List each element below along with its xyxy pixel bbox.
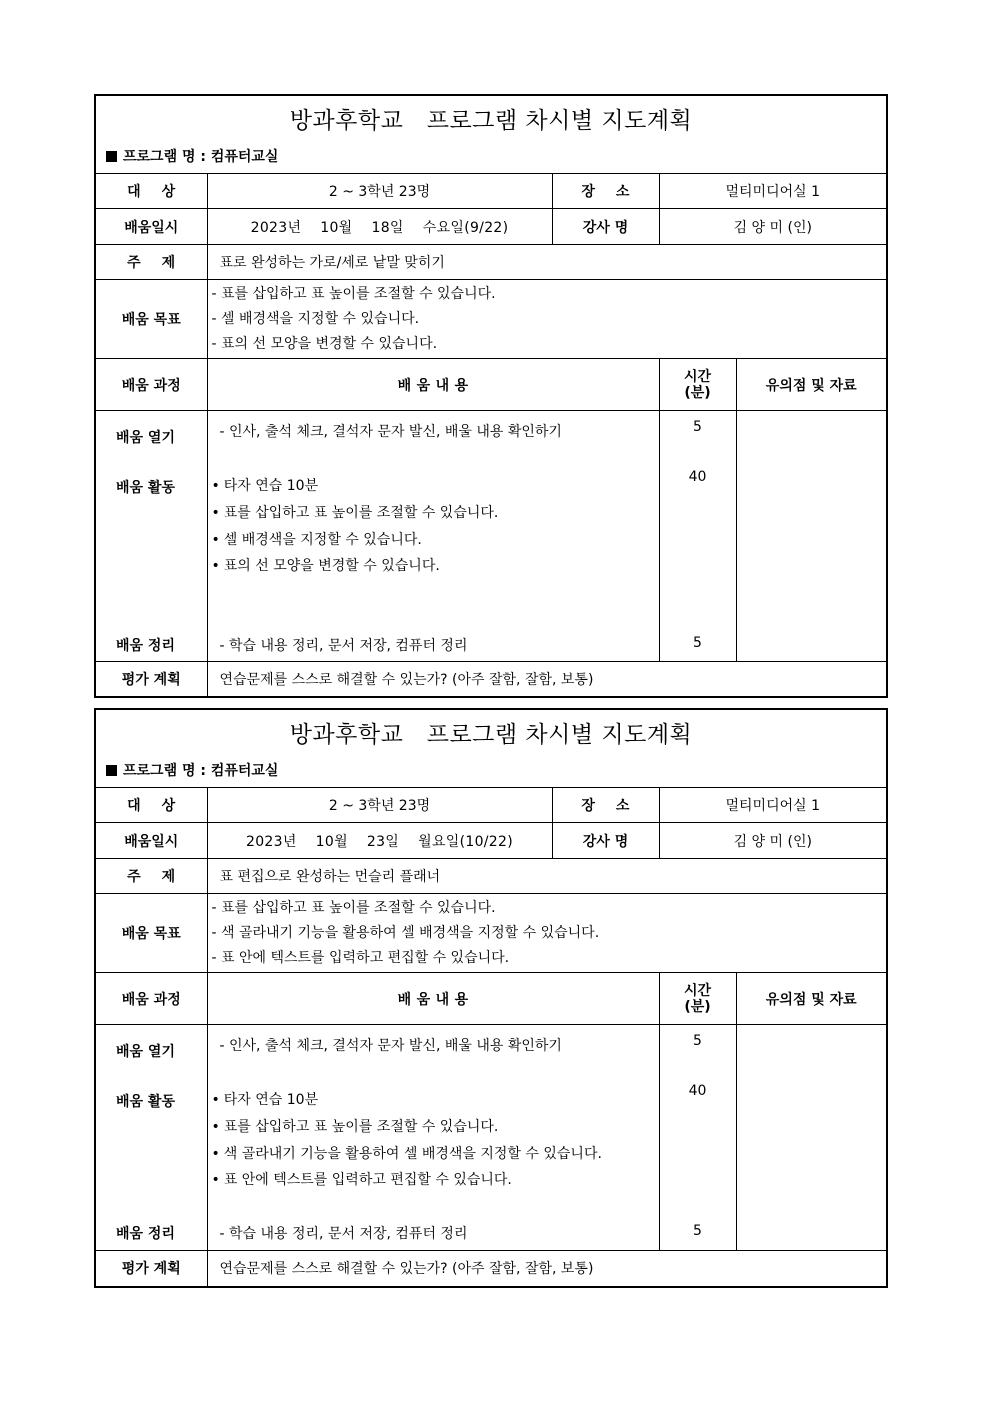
open-time: 5 bbox=[693, 1033, 702, 1049]
goal-item: - 표를 삽입하고 표 높이를 조절할 수 있습니다. bbox=[211, 899, 496, 916]
close-content: - 학습 내용 정리, 문서 저장, 컴퓨터 정리 bbox=[219, 1226, 468, 1242]
lesson-plan-2 bbox=[94, 708, 888, 1288]
target-row bbox=[96, 788, 886, 823]
process-body-row bbox=[96, 1025, 886, 1251]
process-header: 배움 과정 bbox=[96, 359, 207, 411]
topic-value: 표로 완성하는 가로/세로 낱말 맞히기 bbox=[207, 245, 886, 280]
date-value: 2023년 10월 18일 수요일(9/22) bbox=[207, 209, 552, 245]
eval-row bbox=[96, 1251, 886, 1286]
lesson-plan-1 bbox=[94, 94, 888, 698]
open-content: - 인사, 출석 체크, 결석자 문자 발신, 배울 내용 확인하기 bbox=[219, 424, 562, 440]
close-time: 5 bbox=[693, 635, 702, 651]
place-label: 장 소 bbox=[552, 788, 659, 823]
eval-label: 평가 계획 bbox=[96, 1251, 207, 1286]
program-name: 프로그램 명 : 컴퓨터교실 bbox=[106, 146, 278, 166]
topic-row bbox=[96, 859, 886, 894]
goals-list bbox=[207, 280, 886, 359]
topic-value: 표 편집으로 완성하는 먼슬리 플래너 bbox=[207, 859, 886, 894]
plan-table bbox=[96, 787, 886, 1286]
eval-value: 연습문제를 스스로 해결할 수 있는가? (아주 잘함, 잘함, 보통) bbox=[207, 662, 886, 697]
process-body-row bbox=[96, 411, 886, 662]
time-header: 시간 (분) bbox=[659, 973, 736, 1025]
process-stage-column bbox=[96, 411, 207, 662]
goals-label: 배움 목표 bbox=[96, 280, 207, 359]
goal-item: - 셀 배경색을 지정할 수 있습니다. bbox=[211, 310, 420, 327]
date-row bbox=[96, 823, 886, 859]
open-label: 배움 열기 bbox=[116, 1044, 175, 1060]
square-bullet-icon bbox=[106, 151, 117, 162]
open-label: 배움 열기 bbox=[116, 430, 175, 446]
goal-item: - 표의 선 모양을 변경할 수 있습니다. bbox=[211, 335, 438, 352]
activity-time: 40 bbox=[688, 1083, 707, 1099]
close-time: 5 bbox=[693, 1223, 702, 1239]
activity-time: 40 bbox=[688, 469, 707, 485]
plan-title: 방과후학교 프로그램 차시별 지도계획 bbox=[289, 722, 693, 748]
activity-item: • 표를 삽입하고 표 높이를 조절할 수 있습니다. bbox=[212, 502, 499, 522]
target-label: 대 상 bbox=[96, 174, 207, 209]
plan-table bbox=[96, 173, 886, 697]
process-time-column bbox=[659, 411, 736, 662]
activity-item: • 색 골라내기 기능을 활용하여 셀 배경색을 지정할 수 있습니다. bbox=[212, 1143, 602, 1163]
activity-label: 배움 활동 bbox=[116, 480, 175, 496]
place-label: 장 소 bbox=[552, 174, 659, 209]
date-row bbox=[96, 209, 886, 245]
date-label: 배움일시 bbox=[96, 823, 207, 859]
teacher-label: 강사 명 bbox=[552, 823, 659, 859]
activity-item: • 타자 연습 10분 bbox=[212, 1089, 319, 1109]
open-time: 5 bbox=[693, 419, 702, 435]
activity-item: • 표 안에 텍스트를 입력하고 편집할 수 있습니다. bbox=[212, 1169, 512, 1189]
goals-list bbox=[207, 894, 886, 973]
date-value: 2023년 10월 23일 월요일(10/22) bbox=[207, 823, 552, 859]
place-value: 멀티미디어실 1 bbox=[659, 174, 886, 209]
teacher-value: 김 양 미 (인) bbox=[659, 209, 886, 245]
open-content: - 인사, 출석 체크, 결석자 문자 발신, 배울 내용 확인하기 bbox=[219, 1038, 562, 1054]
process-content-column bbox=[207, 1025, 659, 1251]
close-label: 배움 정리 bbox=[116, 638, 175, 654]
eval-label: 평가 계획 bbox=[96, 662, 207, 697]
process-header: 배움 과정 bbox=[96, 973, 207, 1025]
place-value: 멀티미디어실 1 bbox=[659, 788, 886, 823]
goal-item: - 색 골라내기 기능을 활용하여 셀 배경색을 지정할 수 있습니다. bbox=[211, 924, 600, 941]
goals-label: 배움 목표 bbox=[96, 894, 207, 973]
teacher-label: 강사 명 bbox=[552, 209, 659, 245]
target-label: 대 상 bbox=[96, 788, 207, 823]
activity-item: • 표를 삽입하고 표 높이를 조절할 수 있습니다. bbox=[212, 1116, 499, 1136]
square-bullet-icon bbox=[106, 765, 117, 776]
notes-header: 유의점 및 자료 bbox=[736, 359, 886, 411]
goal-item: - 표를 삽입하고 표 높이를 조절할 수 있습니다. bbox=[211, 285, 496, 302]
topic-label: 주 제 bbox=[96, 859, 207, 894]
target-row bbox=[96, 174, 886, 209]
goals-row bbox=[96, 894, 886, 973]
date-label: 배움일시 bbox=[96, 209, 207, 245]
plan-header bbox=[96, 96, 886, 173]
time-header: 시간 (분) bbox=[659, 359, 736, 411]
activity-item: • 타자 연습 10분 bbox=[212, 475, 319, 495]
process-stage-column bbox=[96, 1025, 207, 1251]
process-content-column bbox=[207, 411, 659, 662]
target-value: 2 ~ 3학년 23명 bbox=[207, 174, 552, 209]
eval-row bbox=[96, 662, 886, 697]
content-header: 배 움 내 용 bbox=[207, 973, 659, 1025]
close-label: 배움 정리 bbox=[116, 1226, 175, 1242]
content-header: 배 움 내 용 bbox=[207, 359, 659, 411]
goals-row bbox=[96, 280, 886, 359]
notes-cell bbox=[736, 411, 886, 662]
process-header-row bbox=[96, 973, 886, 1025]
topic-row bbox=[96, 245, 886, 280]
notes-cell bbox=[736, 1025, 886, 1251]
plan-header bbox=[96, 710, 886, 787]
activity-label: 배움 활동 bbox=[116, 1094, 175, 1110]
target-value: 2 ~ 3학년 23명 bbox=[207, 788, 552, 823]
goal-item: - 표 안에 텍스트를 입력하고 편집할 수 있습니다. bbox=[211, 949, 510, 966]
activity-item: • 셀 배경색을 지정할 수 있습니다. bbox=[212, 529, 422, 549]
topic-label: 주 제 bbox=[96, 245, 207, 280]
plan-title: 방과후학교 프로그램 차시별 지도계획 bbox=[289, 108, 693, 134]
activity-item: • 표의 선 모양을 변경할 수 있습니다. bbox=[212, 555, 440, 575]
eval-value: 연습문제를 스스로 해결할 수 있는가? (아주 잘함, 잘함, 보통) bbox=[207, 1251, 886, 1286]
close-content: - 학습 내용 정리, 문서 저장, 컴퓨터 정리 bbox=[219, 638, 468, 654]
teacher-value: 김 양 미 (인) bbox=[659, 823, 886, 859]
program-name: 프로그램 명 : 컴퓨터교실 bbox=[106, 760, 278, 780]
notes-header: 유의점 및 자료 bbox=[736, 973, 886, 1025]
process-time-column bbox=[659, 1025, 736, 1251]
process-header-row bbox=[96, 359, 886, 411]
